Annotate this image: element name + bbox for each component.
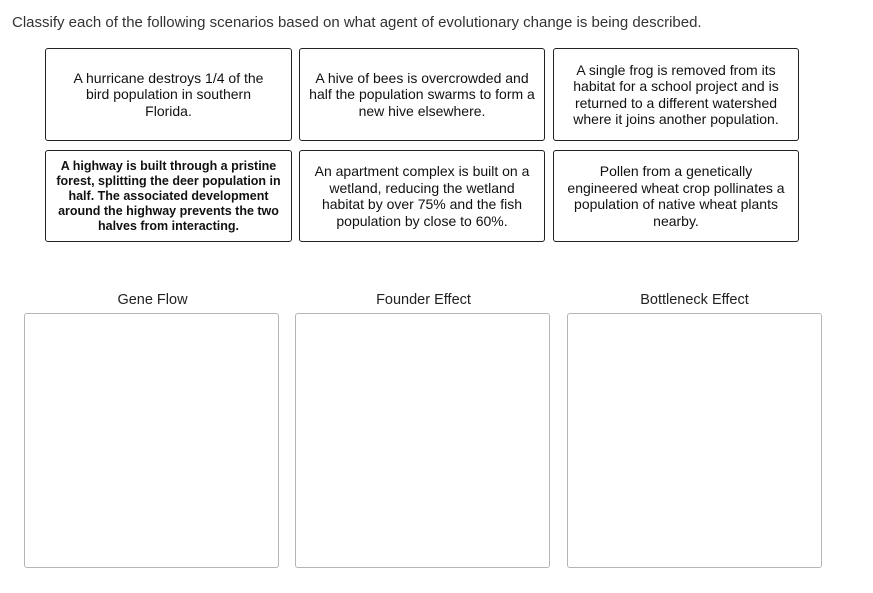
category-label-founder-effect: Founder Effect bbox=[376, 292, 471, 308]
scenario-card-text: Pollen from a genetically engineered wheat crop pollinates a population of native wheat plants nearby. bbox=[567, 163, 785, 229]
scenario-card-text: A highway is built through a pristine forest, splitting the deer population in half. The associated development around the highway prevents the two halves from interacting. bbox=[56, 158, 281, 233]
scenario-card-frog[interactable] bbox=[553, 48, 799, 141]
drop-zone-bottleneck-effect[interactable] bbox=[567, 313, 822, 568]
scenario-card-apartment-complex[interactable] bbox=[299, 150, 545, 242]
instructions-text: Classify each of the following scenarios based on what agent of evolutionary change is being described. bbox=[12, 14, 702, 31]
scenario-card-text: A single frog is removed from its habitat for a school project and is returned to a different watershed where it joins another population. bbox=[573, 61, 779, 127]
scenario-card-hurricane[interactable] bbox=[45, 48, 292, 141]
drop-zone-gene-flow[interactable] bbox=[24, 313, 279, 568]
category-label-gene-flow: Gene Flow bbox=[117, 292, 188, 308]
scenario-card-text: An apartment complex is built on a wetland, reducing the wetland habitat by over 75% and the fish population by close to 60%. bbox=[314, 163, 530, 229]
scenario-card-wheat-pollen[interactable] bbox=[553, 150, 799, 242]
scenario-card-text: A hurricane destroys 1/4 of the bird population in southern Florida. bbox=[73, 69, 264, 119]
scenario-card-text: A hive of bees is overcrowded and half the population swarms to form a new hive elsewhere. bbox=[309, 69, 535, 119]
drop-zone-founder-effect[interactable] bbox=[295, 313, 550, 568]
category-label-bottleneck-effect: Bottleneck Effect bbox=[640, 292, 749, 308]
scenario-card-bee-hive[interactable] bbox=[299, 48, 545, 141]
scenario-card-highway[interactable] bbox=[45, 150, 292, 242]
